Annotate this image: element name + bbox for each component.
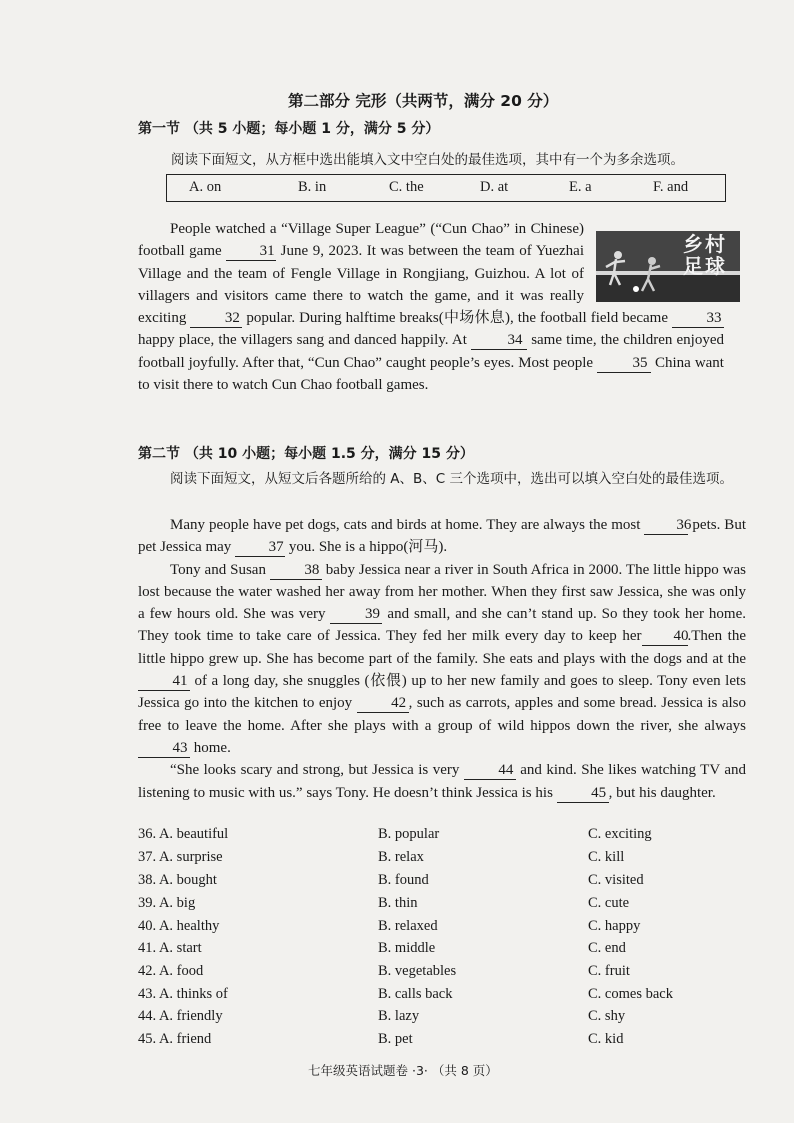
section1-heading: 第一节 （共 5 小题；每小题 1 分，满分 5 分） bbox=[138, 121, 440, 137]
option-box bbox=[166, 174, 726, 202]
blank-44: 44 bbox=[464, 761, 516, 780]
question-42-a: 42. A. food bbox=[138, 963, 204, 979]
p2-s4: .Then the little hippo grew up. She has become part of the family. She eats and plays with the dogs and at the bbox=[138, 628, 746, 667]
question-38-c: C. visited bbox=[588, 872, 644, 888]
blank-41: 41 bbox=[138, 672, 190, 691]
blank-32: 32 bbox=[190, 309, 242, 328]
blank-40: 40 bbox=[642, 627, 688, 646]
p2-s1: Tony and Susan bbox=[170, 561, 270, 578]
question-40-b: B. relaxed bbox=[378, 918, 438, 934]
option-f: F. and bbox=[653, 179, 689, 195]
question-43-b: B. calls back bbox=[378, 986, 453, 1002]
blank-45: 45 bbox=[557, 784, 609, 803]
option-a: A. on bbox=[189, 179, 222, 195]
question-37-a: 37. A. surprise bbox=[138, 849, 223, 865]
question-37-c: C. kill bbox=[588, 849, 625, 865]
passage1-s3: popular. During halftime breaks(中场休息), the football field became bbox=[242, 310, 672, 327]
passage1-s5: same time, the children enjoyed football joyfully. After that, “Cun Chao” caught people’s eyes. Most people bbox=[138, 332, 725, 371]
p3-s3: , but his daughter. bbox=[608, 784, 716, 801]
question-42-b: B. vegetables bbox=[378, 963, 457, 979]
page-footer: 七年级英语试题卷 ·3· （共 8 页） bbox=[308, 1063, 498, 1078]
blank-37: 37 bbox=[235, 538, 285, 557]
question-36-c: C. exciting bbox=[588, 826, 652, 842]
p1-s1: Many people have pet dogs, cats and birds at home. They are always the most bbox=[170, 517, 645, 533]
question-36-a: 36. A. beautiful bbox=[138, 826, 229, 842]
question-41-b: B. middle bbox=[378, 940, 436, 956]
question-44-c: C. shy bbox=[588, 1008, 626, 1024]
p3-s2: and kind. She likes watching TV and listening to music with us.” says Tony. He doesn’t think Jessica is his bbox=[138, 762, 747, 801]
question-44-a: 44. A. friendly bbox=[138, 1008, 223, 1024]
question-39-b: B. thin bbox=[378, 895, 418, 911]
question-41-a: 41. A. start bbox=[138, 940, 202, 956]
question-41-c: C. end bbox=[588, 940, 626, 956]
question-44-b: B. lazy bbox=[378, 1008, 420, 1024]
passage1-s6: China want to visit there to watch Cun Chao football games. bbox=[138, 354, 724, 394]
blank-38: 38 bbox=[270, 561, 322, 580]
blank-36: 36 bbox=[644, 516, 688, 535]
question-38-b: B. found bbox=[378, 872, 429, 888]
p1-s2: pets. But pet Jessica may bbox=[138, 517, 746, 556]
p3-s1: “She looks scary and strong, but Jessica is very bbox=[170, 762, 464, 779]
question-37-b: B. relax bbox=[378, 849, 424, 865]
blank-31-inline: 31 bbox=[226, 242, 276, 261]
option-e: E. a bbox=[569, 179, 592, 195]
question-45-c: C. kid bbox=[588, 1031, 624, 1047]
question-43-a: 43. A. thinks of bbox=[138, 986, 228, 1002]
blank-39: 39 bbox=[330, 605, 382, 624]
passage2 bbox=[138, 514, 746, 804]
passage2-paragraph-1 bbox=[138, 514, 746, 559]
p2-s6: , such as carrots, apples and some bread. Jessica is also free to leave the home. After she plays with a group of wild hippos down the river, she always bbox=[138, 695, 746, 734]
passage1-s2: June 9, 2023. It was between the team of Yuezhai Village and the team of Fengle Village in Rongjiang, Guizhou. A lot of villagers and visitors came there to watch the game, and it was really exciting bbox=[138, 243, 584, 327]
p2-s7: home. bbox=[190, 739, 231, 756]
section1-instruction: 阅读下面短文，从方框中选出能填入文中空白处的最佳选项，其中有一个为多余选项。 bbox=[171, 152, 684, 168]
question-36-b: B. popular bbox=[378, 826, 440, 842]
passage2-paragraph-3 bbox=[138, 759, 746, 804]
page-title: 第二部分 完形（共两节，满分 20 分） bbox=[288, 92, 559, 110]
section2-heading: 第二节 （共 10 小题；每小题 1.5 分，满分 15 分） bbox=[138, 446, 474, 462]
question-42-c: C. fruit bbox=[588, 963, 630, 979]
blank-33: 33 bbox=[672, 309, 724, 328]
passage1-s4: happy place, the villagers sang and danced happily. At bbox=[138, 332, 472, 349]
passage1 bbox=[138, 218, 724, 396]
p2-s3: and small, and she can’t stand up. So they took her home. They took time to take care of Jessica. They fed her milk every day to keep her bbox=[138, 606, 746, 645]
option-d: D. at bbox=[480, 179, 509, 195]
blank-35: 35 bbox=[597, 354, 651, 373]
option-b: B. in bbox=[298, 179, 327, 195]
passage2-paragraph-2 bbox=[138, 559, 746, 760]
p2-s2: baby Jessica near a river in South Africa in 2000. The little hippo was lost because the water washed her away from her mother. When they first saw Jessica, she was only a few hours old. She was very bbox=[138, 561, 746, 623]
p2-s5: of a long day, she snuggles (依偎) up to her new family and goes to sleep. Tony even lets Jessica go into the kitchen to enjoy bbox=[138, 673, 746, 712]
question-45-b: B. pet bbox=[378, 1031, 413, 1047]
blank-34: 34 bbox=[471, 331, 527, 350]
question-40-c: C. happy bbox=[588, 918, 641, 934]
section2-instruction: 阅读下面短文，从短文后各题所给的 A、B、C 三个选项中，选出可以填入空白处的最佳选项。 bbox=[170, 471, 734, 487]
blank-42: 42 bbox=[357, 694, 409, 713]
question-45-a: 45. A. friend bbox=[138, 1031, 212, 1047]
p1-s3: you. She is a hippo(河马). bbox=[285, 539, 448, 556]
photo-spacer bbox=[584, 218, 724, 306]
blank-43: 43 bbox=[138, 739, 190, 758]
question-39-c: C. cute bbox=[588, 895, 630, 911]
option-c: C. the bbox=[389, 179, 424, 195]
photo-caption: 乡村足球 bbox=[683, 232, 727, 278]
question-40-a: 40. A. healthy bbox=[138, 918, 220, 934]
question-39-a: 39. A. big bbox=[138, 895, 196, 911]
question-43-c: C. comes back bbox=[588, 986, 673, 1002]
question-38-a: 38. A. bought bbox=[138, 872, 217, 888]
passage1-s1: People watched a “Village Super League” (“Cun Chao” in Chinese) football game bbox=[138, 221, 584, 260]
